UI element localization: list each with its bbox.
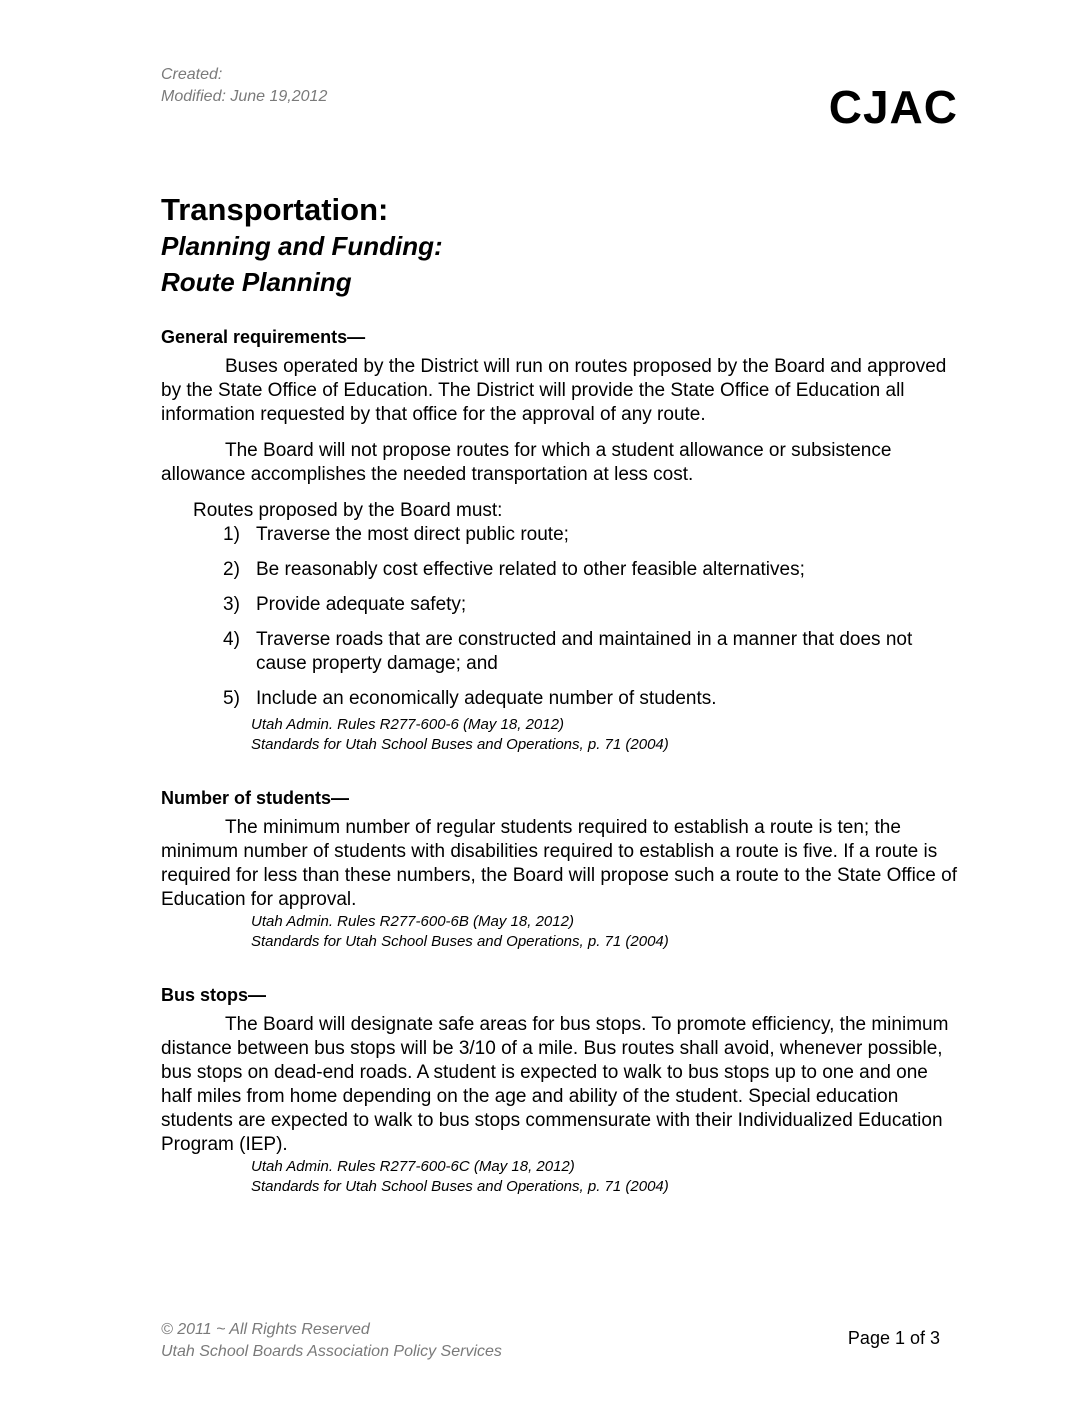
citation: Utah Admin. Rules R277-600-6 (May 18, 2012) (251, 716, 564, 733)
created-label: Created: (161, 66, 223, 83)
list-item: 2) Be reasonably cost effective related to other feasible alternatives; (223, 559, 805, 580)
list-item: 3) Provide adequate safety; (223, 594, 467, 615)
section-general-requirements (161, 325, 961, 755)
title-line-1: Transportation: (161, 192, 389, 227)
paragraph: The minimum number of regular students required to establish a route is ten; the minimum number of students with disabilities required to establish a route is five. If a route is required for less than these numbers, the Board will propose such a route to the State Office of Education for approval. (161, 817, 957, 910)
list-item: 1) Traverse the most direct public route; (223, 524, 569, 545)
brand-logo-text: CJAC (828, 81, 958, 133)
page-number: Page 1 of 3 (847, 1328, 940, 1348)
list-intro: Routes proposed by the Board must: (193, 500, 503, 521)
citation: Standards for Utah School Buses and Operations, p. 71 (2004) (251, 933, 669, 950)
section-heading: Bus stops— (161, 985, 267, 1005)
title-line-2: Planning and Funding: (161, 231, 443, 261)
section-heading: General requirements— (161, 327, 366, 347)
section-number-of-students (161, 786, 961, 952)
copyright-text: © 2011 ~ All Rights Reserved (161, 1321, 370, 1338)
footer-copyright (161, 1319, 502, 1363)
document-title (161, 192, 443, 300)
modified-date: Modified: June 19,2012 (161, 88, 328, 105)
citation: Utah Admin. Rules R277-600-6B (May 18, 2012) (251, 913, 574, 930)
list-item: 5) Include an economically adequate number of students. (223, 688, 717, 709)
organization-name: Utah School Boards Association Policy Services (161, 1343, 502, 1360)
paragraph: The Board will not propose routes for which a student allowance or subsistence allowance accomplishes the needed transportation at less cost. (161, 440, 892, 485)
list-item: 4) Traverse roads that are constructed and maintained in a manner that does not cause property damage; and (223, 629, 913, 674)
requirements-list (161, 523, 961, 711)
citation: Standards for Utah School Buses and Operations, p. 71 (2004) (251, 1178, 669, 1195)
citation: Utah Admin. Rules R277-600-6C (May 18, 2012) (251, 1158, 575, 1175)
paragraph: The Board will designate safe areas for bus stops. To promote efficiency, the minimum distance between bus stops will be 3/10 of a mile. Bus routes shall avoid, whenever possible, bus stops on dead-end roads. A student is expected to walk to bus stops up to one and one half miles from home depending on the age and ability of the student. Special education students are expected to walk to bus stops commensurate with their Individualized Education Program (IEP). (161, 1014, 949, 1155)
paragraph: Buses operated by the District will run on routes proposed by the Board and approved by the State Office of Education. The District will provide the State Office of Education all information requested by that office for the approval of any route. (161, 356, 947, 425)
document-meta (161, 64, 327, 108)
title-line-3: Route Planning (161, 267, 352, 297)
section-heading: Number of students— (161, 788, 350, 808)
citation: Standards for Utah School Buses and Operations, p. 71 (2004) (251, 736, 669, 753)
section-bus-stops (161, 983, 961, 1197)
